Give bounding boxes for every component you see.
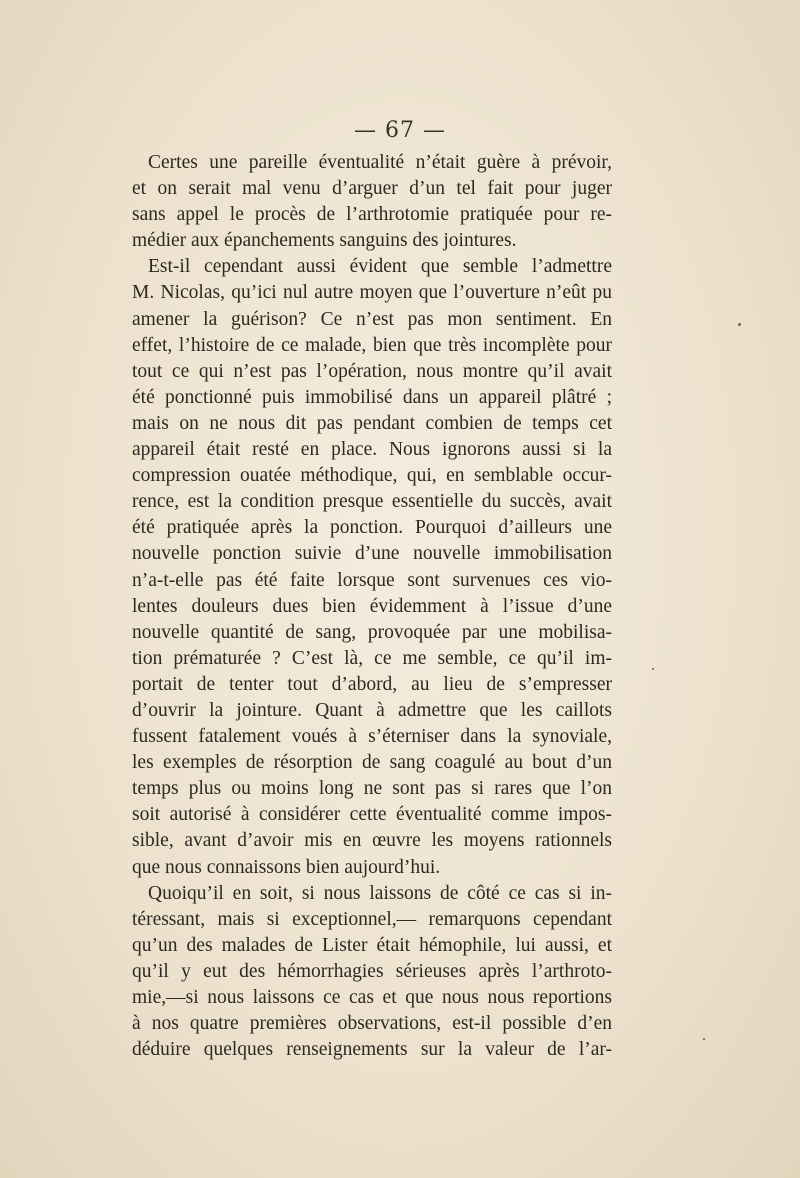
paragraph-3 <box>132 881 612 1064</box>
text-line: nouvelle ponction suivie d’une nouvelle immobilisation <box>132 543 612 565</box>
paragraph-1 <box>132 150 612 254</box>
text-line: et on serait mal venu d’arguer d’un tel fait pour juger <box>132 178 612 200</box>
text-line: fussent fatalement voués à s’éterniser dans la synoviale, <box>132 726 612 748</box>
text-line: tion prématurée ? C’est là, ce me semble, ce qu’il im- <box>132 647 612 669</box>
text-line: médier aux épanchements sanguins des jointures. <box>132 230 517 252</box>
text-line: Quoiqu’il en soit, si nous laissons de côté ce cas si in- <box>148 882 612 904</box>
text-line: portait de tenter tout d’abord, au lieu de s’empresser <box>132 673 612 695</box>
text-line: à nos quatre premières observations, est-il possible d’en <box>132 1013 612 1035</box>
text-line: soit autorisé à considérer cette éventualité comme impos- <box>132 804 612 826</box>
text-line: M. Nicolas, qu’ici nul autre moyen que l’ouverture n’eût pu <box>132 282 612 304</box>
text-line: compression ouatée méthodique, qui, en semblable occur- <box>132 465 612 487</box>
text-line: tout ce qui n’est pas l’opération, nous montre qu’il avait <box>132 360 612 382</box>
text-line: été pratiquée après la ponction. Pourquoi d’ailleurs une <box>132 517 612 539</box>
text-line: les exemples de résorption de sang coagulé au bout d’un <box>132 752 612 774</box>
text-line: été ponctionné puis immobilisé dans un appareil plâtré ; <box>132 386 612 408</box>
text-line: sible, avant d’avoir mis en œuvre les moyens rationnels <box>132 830 612 852</box>
text-line: qu’il y eut des hémorrhagies sérieuses après l’arthroto- <box>132 960 612 982</box>
paper-speck <box>652 668 654 670</box>
text-line: téressant, mais si exceptionnel,— remarquons cependant <box>132 908 612 930</box>
text-line: nouvelle quantité de sang, provoquée par une mobilisa- <box>132 621 612 643</box>
paper-speck <box>738 323 741 326</box>
page-number: — 67 — <box>354 118 446 143</box>
text-line: déduire quelques renseignements sur la valeur de l’ar- <box>132 1039 612 1061</box>
paper-speck <box>703 1038 705 1040</box>
text-line: Certes une pareille éventualité n’était guère à prévoir, <box>148 152 612 173</box>
text-line: mais on ne nous dit pas pendant combien de temps cet <box>132 412 612 434</box>
text-line: que nous connaissons bien aujourd’hui. <box>132 856 441 878</box>
text-line: amener la guérison? Ce n’est pas mon sentiment. En <box>132 308 612 330</box>
text-line: appareil était resté en place. Nous ignorons aussi si la <box>132 439 612 461</box>
text-line: qu’un des malades de Lister était hémophile, lui aussi, et <box>132 934 612 956</box>
text-line: effet, l’histoire de ce malade, bien que très incomplète pour <box>132 334 612 356</box>
paragraph-2 <box>132 254 612 880</box>
text-line: n’a-t-elle pas été faite lorsque sont survenues ces vio- <box>132 569 612 591</box>
text-line: rence, est la condition presque essentielle du succès, avait <box>132 491 612 513</box>
text-line: temps plus ou moins long ne sont pas si rares que l’on <box>132 778 612 800</box>
text-line: Est-il cependant aussi évident que semble l’admettre <box>148 256 612 278</box>
text-line: mie,—si nous laissons ce cas et que nous nous reportions <box>132 987 612 1008</box>
body-text <box>132 150 612 1063</box>
text-line: lentes douleurs dues bien évidemment à l’issue d’une <box>132 595 612 617</box>
text-line: sans appel le procès de l’arthrotomie pratiquée pour re- <box>132 204 612 226</box>
text-line: d’ouvrir la jointure. Quant à admettre que les caillots <box>132 699 612 721</box>
